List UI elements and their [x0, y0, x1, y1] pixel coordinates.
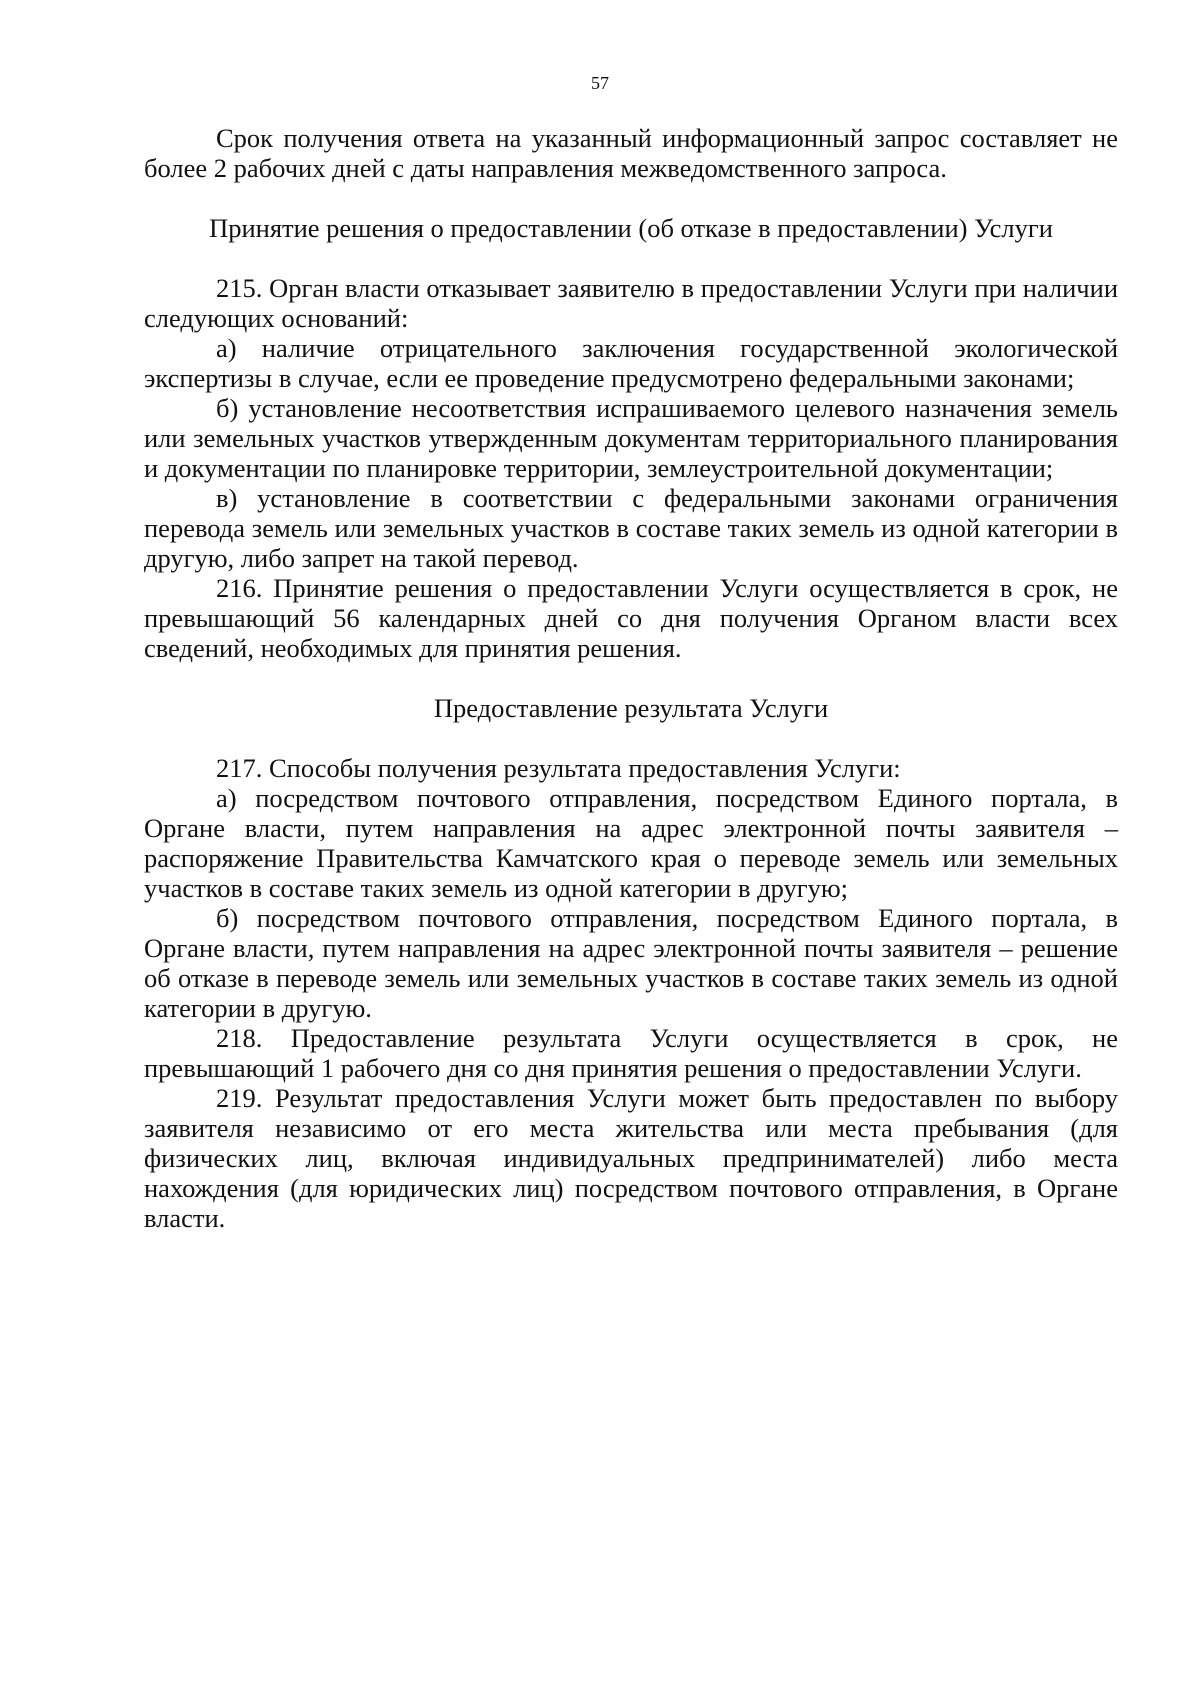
paragraph-215: 215. Орган власти отказывает заявителю в предоставлении Услуги при наличии следующих оснований: — [144, 273, 1118, 333]
paragraph-218: 218. Предоставление результата Услуги осуществляется в срок, не превышающий 1 рабочего дня со дня принятия решения о предоставлении Услуги. — [144, 1023, 1118, 1083]
section-heading-result: Предоставление результата Услуги — [433, 693, 829, 723]
document-body — [144, 123, 1118, 1233]
paragraph-215-a: а) наличие отрицательного заключения государственной экологической экспертизы в случае, если ее проведение предусмотрено федеральными законами; — [144, 333, 1118, 393]
paragraph-217: 217. Способы получения результата предоставления Услуги: — [216, 753, 901, 783]
paragraph-response-deadline: Срок получения ответа на указанный информационный запрос составляет не более 2 рабочих дней с даты направления межведомственного запроса. — [144, 123, 1118, 183]
section-heading-decision: Принятие решения о предоставлении (об отказе в предоставлении) Услуги — [209, 213, 1053, 243]
paragraph-219: 219. Результат предоставления Услуги может быть предоставлен по выбору заявителя независимо от его места жительства или места пребывания (для физических лиц, включая индивидуальных предпринимателей) либо места нахождения (для юридических лиц) посредством почтового отправления, в Органе власти. — [144, 1083, 1118, 1233]
paragraph-215-v: в) установление в соответствии с федеральными законами ограничения перевода земель или земельных участков в составе таких земель из одной категории в другую, либо запрет на такой перевод. — [144, 483, 1118, 573]
paragraph-216: 216. Принятие решения о предоставлении Услуги осуществляется в срок, не превышающий 56 календарных дней со дня получения Органом власти всех сведений, необходимых для принятия решения. — [144, 573, 1118, 663]
page-number: 57 — [591, 73, 609, 93]
paragraph-217-b: б) посредством почтового отправления, посредством Единого портала, в Органе власти, путем направления на адрес электронной почты заявителя – решение об отказе в переводе земель или земельных участков в составе таких земель из одной категории в другую. — [144, 903, 1118, 1023]
paragraph-217-a: а) посредством почтового отправления, посредством Единого портала, в Органе власти, путем направления на адрес электронной почты заявителя – распоряжение Правительства Камчатского края о переводе земель или земельных участков в составе таких земель из одной категории в другую; — [144, 783, 1118, 903]
paragraph-215-b: б) установление несоответствия испрашиваемого целевого назначения земель или земельных участков утвержденным документам территориального планирования и документации по планировке территории, землеустроительной документации; — [144, 393, 1118, 483]
